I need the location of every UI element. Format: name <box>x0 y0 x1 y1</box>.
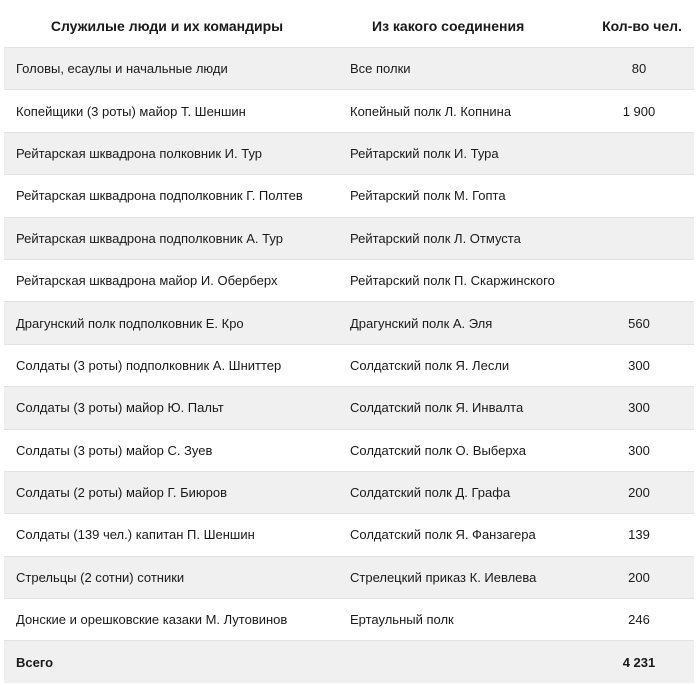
cell-unit: Солдатский полк Я. Инвалта <box>350 400 524 416</box>
cell-count: 300 <box>628 400 650 416</box>
cell-unit: Солдатский полк Я. Фанзагера <box>350 527 536 543</box>
cell-count: 200 <box>628 485 650 501</box>
table-row <box>4 89 694 131</box>
cell-servicemen: Драгунский полк подполковник Е. Кро <box>16 315 244 331</box>
cell-count: 80 <box>631 61 647 77</box>
cell-count: 300 <box>628 357 650 373</box>
table-row <box>4 471 694 513</box>
table-row <box>4 598 694 640</box>
table-row <box>4 47 694 89</box>
cell-unit: Стрелецкий приказ К. Иевлева <box>350 569 537 585</box>
cell-count: 246 <box>628 612 650 628</box>
cell-servicemen: Рейтарская шквадрона подполковник А. Тур <box>16 230 283 246</box>
cell-unit: Солдатский полк О. Выберха <box>350 442 526 458</box>
cell-unit: Драгунский полк А. Эля <box>350 315 493 331</box>
cell-servicemen: Копейщики (3 роты) майор Т. Шеншин <box>16 103 246 119</box>
cell-unit: Ертаульный полк <box>350 612 454 628</box>
cell-count: 560 <box>628 315 650 331</box>
table-row <box>4 386 694 428</box>
header-unit: Из какого соединения <box>372 17 525 34</box>
cell-servicemen: Рейтарская шквадрона полковник И. Тур <box>16 145 263 161</box>
cell-count: 300 <box>628 442 650 458</box>
table-row <box>4 132 694 174</box>
cell-unit: Рейтарский полк И. Тура <box>350 145 499 161</box>
cell-servicemen: Солдаты (3 роты) майор Ю. Пальт <box>16 400 224 416</box>
table-row <box>4 429 694 471</box>
cell-count: 200 <box>628 569 650 585</box>
cell-servicemen: Рейтарская шквадрона подполковник Г. Полтев <box>16 188 303 204</box>
total-row <box>4 640 694 682</box>
table-header <box>4 4 694 47</box>
table-row <box>4 301 694 343</box>
table-row <box>4 259 694 301</box>
cell-servicemen: Донские и орешковские казаки М. Лутовинов <box>16 612 288 628</box>
table-row <box>4 513 694 555</box>
header-servicemen: Служилые люди и их командиры <box>50 17 284 34</box>
header-count: Кол-во чел. <box>602 17 682 34</box>
cell-unit: Солдатский полк Д. Графа <box>350 485 511 501</box>
cell-unit: Солдатский полк Я. Лесли <box>350 357 510 373</box>
cell-unit: Рейтарский полк М. Гопта <box>350 188 506 204</box>
table-row <box>4 344 694 386</box>
total-count: 4 231 <box>622 654 656 670</box>
cell-servicemen: Рейтарская шквадрона майор И. Оберберх <box>16 273 278 289</box>
total-label: Всего <box>16 654 54 670</box>
table-row <box>4 217 694 259</box>
cell-unit: Рейтарский полк Л. Отмуста <box>350 230 521 246</box>
cell-servicemen: Солдаты (139 чел.) капитан П. Шеншин <box>16 527 255 543</box>
cell-count: 139 <box>628 527 650 543</box>
cell-unit: Копейный полк Л. Копнина <box>350 103 512 119</box>
cell-servicemen: Стрельцы (2 сотни) сотники <box>16 569 185 585</box>
cell-servicemen: Головы, есаулы и начальные люди <box>16 61 228 77</box>
cell-servicemen: Солдаты (2 роты) майор Г. Биюров <box>16 485 228 501</box>
cell-servicemen: Солдаты (3 роты) подполковник А. Шниттер <box>16 357 282 373</box>
table-row <box>4 556 694 598</box>
cell-count: 1 900 <box>622 103 656 119</box>
troops-table <box>4 4 694 683</box>
cell-unit: Все полки <box>350 61 411 77</box>
cell-servicemen: Солдаты (3 роты) майор С. Зуев <box>16 442 213 458</box>
cell-unit: Рейтарский полк П. Скаржинского <box>350 273 555 289</box>
table-body <box>4 47 694 683</box>
table-row <box>4 174 694 216</box>
